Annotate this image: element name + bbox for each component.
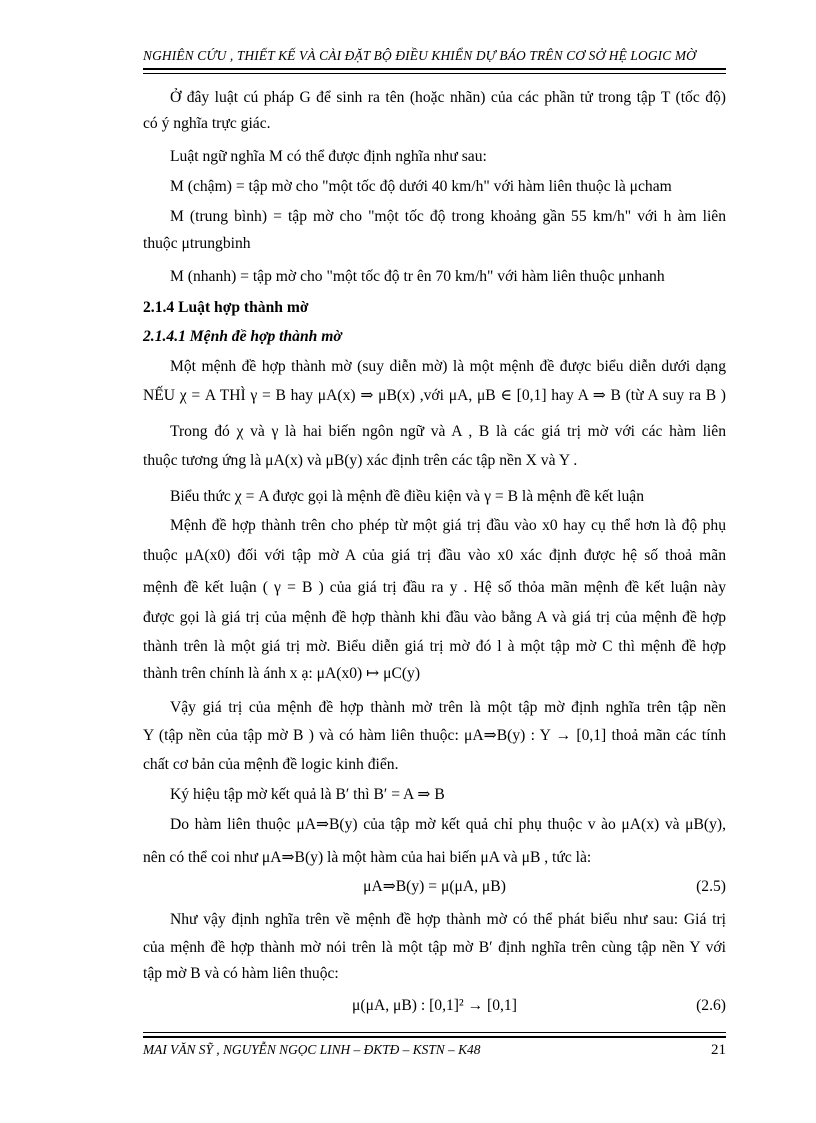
paragraph-line: chất cơ bản của mệnh đề logic kinh điển. bbox=[143, 756, 399, 773]
subsection-heading: 2.1.4.1 Mệnh đề hợp thành mờ bbox=[143, 328, 342, 345]
equation-number: (2.6) bbox=[696, 997, 726, 1014]
paragraph-line: của mệnh đề hợp thành mờ nói trên là một tập mờ B′ định nghĩa trên cùng tập nền Y với bbox=[143, 939, 726, 956]
paragraph-line: thuộc tương ứng là μA(x) và μB(y) xác định trên các tập nền X và Y . bbox=[143, 452, 578, 469]
running-header: NGHIÊN CỨU , THIẾT KẾ VÀ CÀI ĐẶT BỘ ĐIỀU KHIỂN DỰ BÁO TRÊN CƠ SỞ HỆ LOGIC MỜ bbox=[143, 48, 696, 63]
paragraph-line: thuộc μA(x0) đối với tập mờ A của giá trị đầu vào x0 xác định được hệ số thoả mãn bbox=[143, 547, 726, 564]
paragraph-line: M (chậm) = tập mờ cho "một tốc độ dưới 40 km/h" với hàm liên thuộc là μcham bbox=[170, 178, 672, 195]
paragraph-line: Do hàm liên thuộc μA⇒B(y) của tập mờ kết quả chỉ phụ thuộc v ào μA(x) và μB(y), bbox=[170, 816, 726, 833]
page-number: 21 bbox=[711, 1042, 726, 1058]
paragraph-line: M (trung bình) = tập mờ cho "một tốc độ trong khoảng gần 55 km/h" với h àm liên bbox=[170, 208, 726, 225]
paragraph-line: Một mệnh đề hợp thành mờ (suy diễn mờ) là một mệnh đề được biểu diễn dưới dạng bbox=[170, 358, 726, 375]
paragraph-line: Biểu thức χ = A được gọi là mệnh đề điều kiện và γ = B là mệnh đề kết luận bbox=[170, 488, 645, 505]
paragraph-line: Ở đây luật cú pháp G để sinh ra tên (hoặc nhãn) của các phần tử trong tập T (tốc độ) bbox=[170, 89, 726, 106]
paragraph-line: được gọi là giá trị của mệnh đề hợp thành khi đầu vào bằng A và giá trị của mệnh đề hợp bbox=[143, 609, 726, 626]
paragraph-line: Vậy giá trị của mệnh đề hợp thành mờ trên là một tập mờ định nghĩa trên tập nền bbox=[170, 699, 726, 716]
section-heading: 2.1.4 Luật hợp thành mờ bbox=[143, 299, 309, 316]
paragraph-line: Luật ngữ nghĩa M có thể được định nghĩa như sau: bbox=[170, 148, 487, 165]
equation-formula: μ(μA, μB) : [0,1]² → [0,1] bbox=[352, 997, 517, 1014]
header-rule-thin bbox=[143, 73, 726, 74]
paragraph-line: NẾU χ = A THÌ γ = B hay μA(x) ⇒ μB(x) ,với μA, μB ∈ [0,1] hay A ⇒ B (từ A suy ra B ) bbox=[143, 387, 726, 404]
equation-formula: μA⇒B(y) = μ(μA, μB) bbox=[363, 878, 506, 895]
paragraph-line: M (nhanh) = tập mờ cho "một tốc độ tr ên 70 km/h" với hàm liên thuộc μnhanh bbox=[170, 268, 665, 285]
paragraph-line: mệnh đề kết luận ( γ = B ) của giá trị đầu ra y . Hệ số thỏa mãn mệnh đề kết luận này bbox=[143, 579, 726, 596]
paragraph-line: thuộc μtrungbinh bbox=[143, 235, 251, 252]
paragraph-line: Y (tập nền của tập mờ B ) và có hàm liên thuộc: μA⇒B(y) : Y → [0,1] thoả mãn các tính bbox=[143, 727, 726, 744]
paragraph-line: có ý nghĩa trực giác. bbox=[143, 115, 271, 132]
paragraph-line: nên có thể coi như μA⇒B(y) là một hàm của hai biến μA và μB , tức là: bbox=[143, 849, 592, 866]
paragraph-line: thành trên chính là ánh x ạ: μA(x0) ↦ μC(y) bbox=[143, 665, 421, 682]
footer-rule-thin bbox=[143, 1032, 726, 1033]
running-footer bbox=[143, 1042, 726, 1058]
footer-authors: MAI VĂN SỸ , NGUYỄN NGỌC LINH – ĐKTĐ – KSTN – K48 bbox=[143, 1042, 481, 1057]
header-rule-thick bbox=[143, 68, 726, 70]
equation-number: (2.5) bbox=[696, 878, 726, 895]
paragraph-line: Mệnh đề hợp thành trên cho phép từ một giá trị đầu vào x0 hay cụ thể hơn là độ phụ bbox=[170, 517, 726, 534]
paragraph-line: Trong đó χ và γ là hai biến ngôn ngữ và A , B là các giá trị mờ với các hàm liên bbox=[170, 423, 726, 440]
footer-rule-thick bbox=[143, 1036, 726, 1038]
paragraph-line: tập mờ B và có hàm liên thuộc: bbox=[143, 965, 339, 982]
paragraph-line: Như vậy định nghĩa trên về mệnh đề hợp thành mờ có thể phát biểu như sau: Giá trị bbox=[170, 911, 726, 928]
paragraph-line: Ký hiệu tập mờ kết quả là B′ thì B′ = A ⇒ B bbox=[170, 786, 445, 803]
paragraph-line: thành trên là một giá trị mờ. Biểu diễn giá trị mờ đó l à một tập mờ C thì mệnh đề hợp bbox=[143, 638, 726, 655]
